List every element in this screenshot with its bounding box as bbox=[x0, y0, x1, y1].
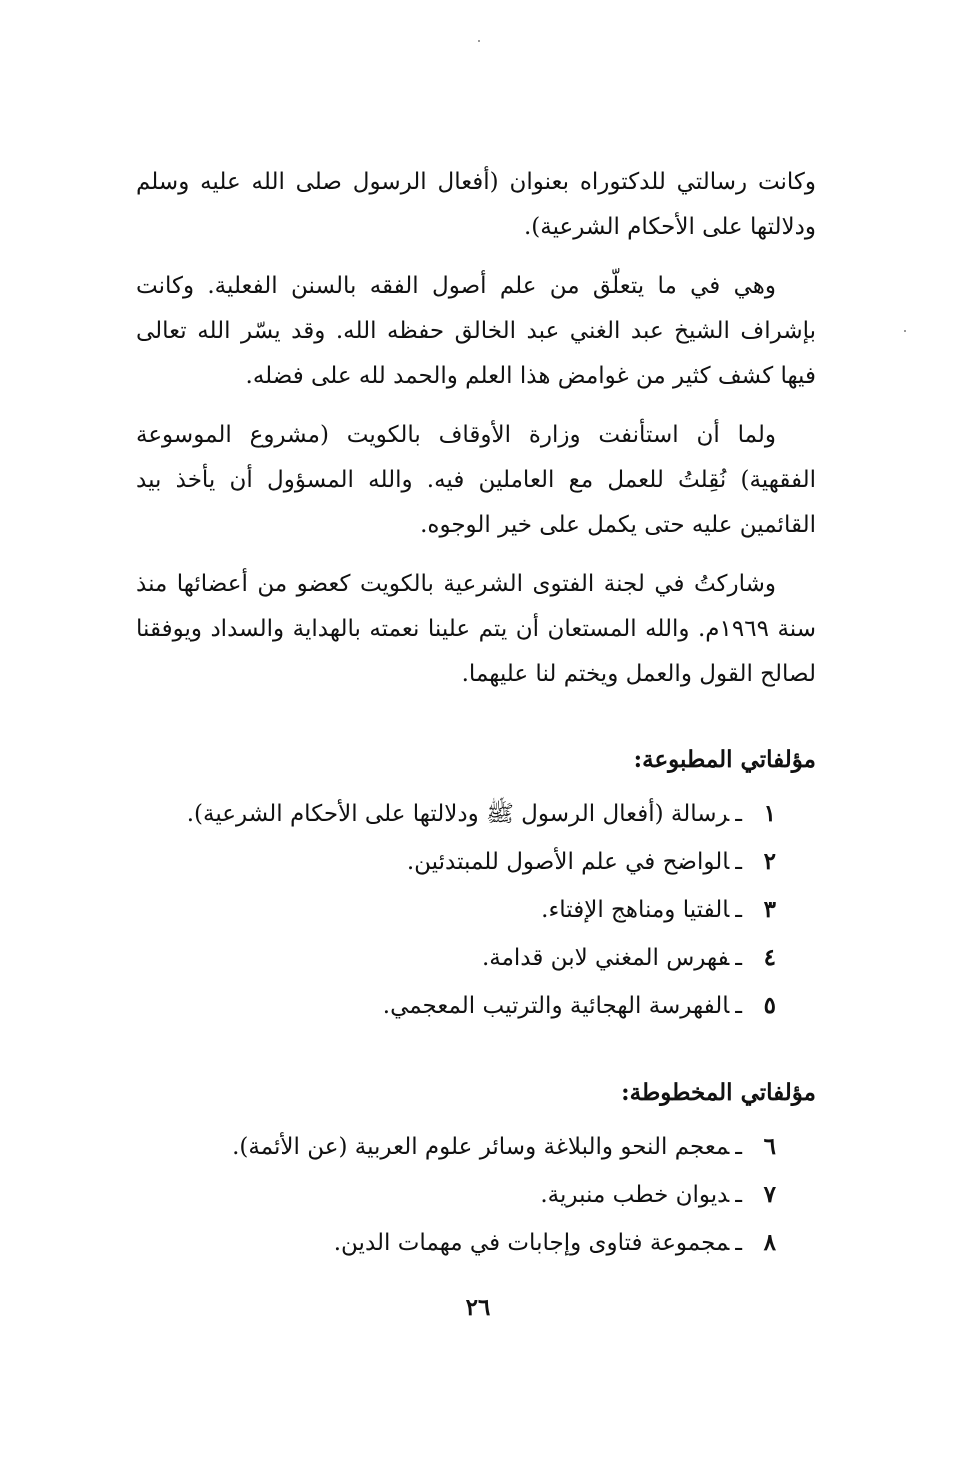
list-item: ٧ـديوان خطب منبرية. bbox=[136, 1171, 776, 1219]
list-item: ٥ـالفهرسة الهجائية والترتيب المعجمي. bbox=[136, 982, 776, 1030]
page-number: ٢٦ bbox=[465, 1294, 491, 1321]
paragraph-dissertation: وكانت رسالتي للدكتوراه بعنوان (أفعال الرسول صلى الله عليه وسلم ودلالتها على الأحكام الشرعية). bbox=[136, 169, 816, 240]
paragraph-supervision: وهي في ما يتعلّق من علم أصول الفقه بالسنن الفعلية. وكانت بإشراف الشيخ عبد الغني عبد الخالق حفظه الله. وقد يسّر الله تعالى فيها كشف كثير من غوامض هذا العلم والحمد لله على فضله. bbox=[136, 273, 816, 389]
item-title: ديوان خطب منبرية. bbox=[540, 1182, 730, 1208]
list-item: ٤ـفهرس المغني لابن قدامة. bbox=[136, 934, 776, 982]
printed-works-list bbox=[136, 790, 816, 1030]
item-title: مجموعة فتاوى وإجابات في مهمات الدين. bbox=[333, 1230, 730, 1256]
item-number: ١ bbox=[763, 800, 776, 827]
item-number: ٣ bbox=[763, 896, 776, 923]
paragraph-encyclopedia: ولما أن استأنفت وزارة الأوقاف بالكويت (مشروع الموسوعة الفقهية) نُقِلتُ للعمل مع العاملين فيه. والله المسؤول أن يأخذ بيد القائمين عليه حتى يكمل على خير الوجوه. bbox=[136, 422, 816, 538]
item-number: ٤ bbox=[763, 944, 776, 971]
item-number: ٦ bbox=[763, 1133, 776, 1160]
printed-works-heading: مؤلفاتي المطبوعة: bbox=[633, 746, 816, 773]
list-item: ٨ـمجموعة فتاوى وإجابات في مهمات الدين. bbox=[136, 1219, 776, 1267]
item-title: الفتيا ومناهج الإفتاء. bbox=[541, 897, 730, 923]
item-title: فهرس المغني لابن قدامة. bbox=[481, 945, 730, 971]
scan-speck-top bbox=[478, 40, 480, 42]
list-item: ٣ـالفتيا ومناهج الإفتاء. bbox=[136, 886, 776, 934]
item-number: ٨ bbox=[763, 1229, 776, 1256]
manuscript-works-list bbox=[136, 1123, 816, 1267]
item-number: ٥ bbox=[763, 992, 776, 1019]
item-title: الواضح في علم الأصول للمبتدئين. bbox=[406, 849, 730, 875]
item-title: الفهرسة الهجائية والترتيب المعجمي. bbox=[382, 993, 730, 1019]
item-title: معجم النحو والبلاغة وسائر علوم العربية (عن الأئمة). bbox=[232, 1134, 730, 1160]
list-item: ٦ـمعجم النحو والبلاغة وسائر علوم العربية (عن الأئمة). bbox=[136, 1123, 776, 1171]
item-title: رسالة (أفعال الرسول ﷺ ودلالتها على الأحكام الشرعية). bbox=[186, 801, 730, 827]
manuscript-works-heading: مؤلفاتي المخطوطة: bbox=[621, 1079, 816, 1106]
list-item: ١ـرسالة (أفعال الرسول ﷺ ودلالتها على الأحكام الشرعية). bbox=[136, 790, 776, 838]
item-number: ٧ bbox=[763, 1181, 776, 1208]
paragraph-fatwa-committee: وشاركتُ في لجنة الفتوى الشرعية بالكويت كعضو من أعضائها منذ سنة ١٩٦٩م. والله المستعان أن يتم علينا نعمته بالهداية والسداد ويوفقنا لصالح القول والعمل ويختم لنا عليهما. bbox=[136, 571, 816, 687]
scan-speck-margin bbox=[904, 330, 906, 332]
list-item: ٢ـالواضح في علم الأصول للمبتدئين. bbox=[136, 838, 776, 886]
page-body bbox=[136, 160, 816, 1267]
item-number: ٢ bbox=[763, 848, 776, 875]
